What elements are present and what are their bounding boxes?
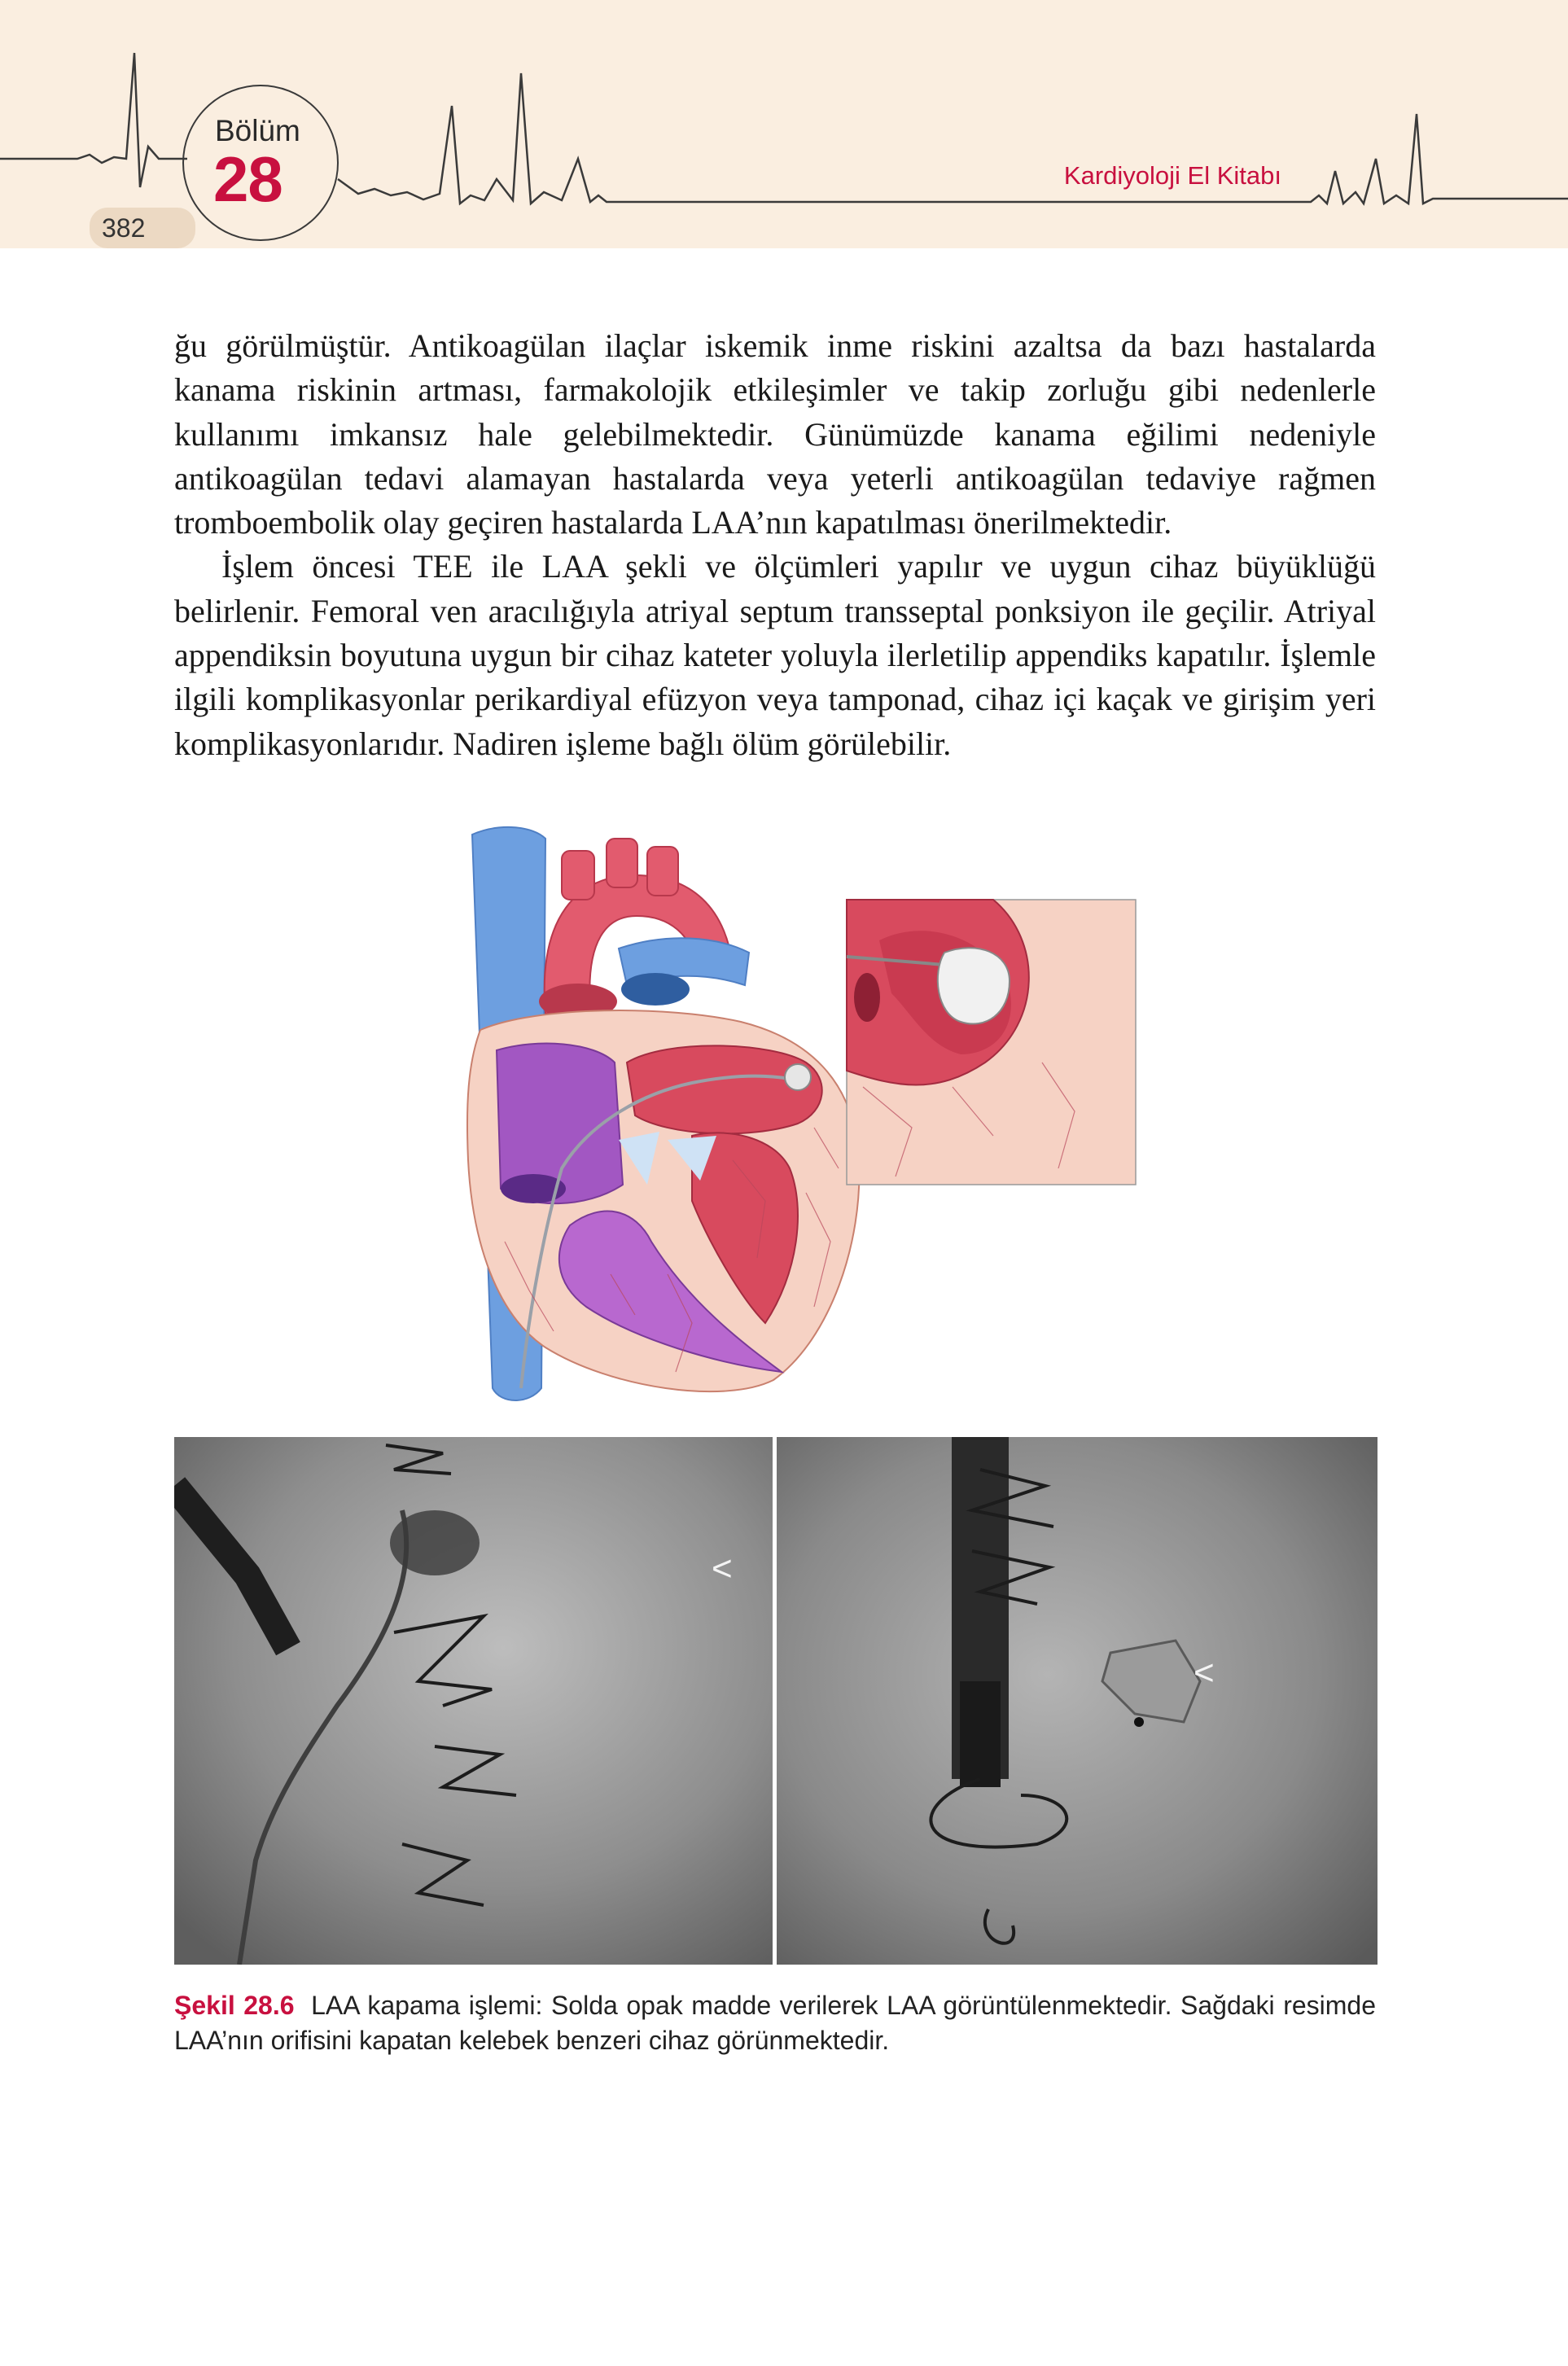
running-title: Kardiyoloji El Kitabı — [1063, 161, 1281, 190]
fluoroscopy-images — [174, 1437, 1377, 1965]
body-text — [174, 324, 1376, 766]
figure-label: Şekil 28.6 — [174, 1991, 295, 2020]
paragraph: ğu görülmüştür. Antikoagülan ilaçlar iskemik inme riskini azaltsa da bazı hastalarda kanama riskinin artması, farmakolojik etkileşimler ve takip zorluğu gibi nedenlerle kullanımı imkansız hale gelebilmektedir. Günümüzde kanama eğilimi nedeniyle antikoagülan tedavi alamayan hastalarda veya yeterli antikoagülan tedaviye rağmen tromboembolik olay geçiren hastalarda LAA’nın kapatılması önerilmektedir. — [174, 327, 1376, 541]
heart-illustration — [423, 818, 1140, 1421]
left-image-marker: < — [712, 1549, 733, 1588]
page-number: 382 — [102, 213, 146, 243]
paragraph: İşlem öncesi TEE ile LAA şekli ve ölçümleri yapılır ve uygun cihaz büyüklüğü belirlenir. Femoral ven aracılığıyla atriyal septum transseptal ponksiyon ile geçilir. Atriyal appendiksin boyutuna uygun bir cihaz kateter yoluyla ilerletilip appendiks kapatılır. İşlemle ilgili komplikasyonlar perikardiyal efüzyon veya tamponad, cihaz içi kaçak ve girişim yeri komplikasyonlarıdır. Nadiren işleme bağlı ölüm görülebilir. — [174, 548, 1376, 762]
figure-caption — [174, 1988, 1376, 2058]
chapter-number: 28 — [213, 143, 283, 215]
chapter-label: Bölüm — [215, 114, 300, 147]
page-header — [0, 0, 1568, 248]
right-image-marker: < — [1194, 1653, 1215, 1693]
caption-text: LAA kapama işlemi: Solda opak madde verilerek LAA görüntülenmektedir. Sağdaki resimde LAA’nın orifisini kapatan kelebek benzeri cihaz görünmektedir. — [174, 1991, 1377, 2055]
